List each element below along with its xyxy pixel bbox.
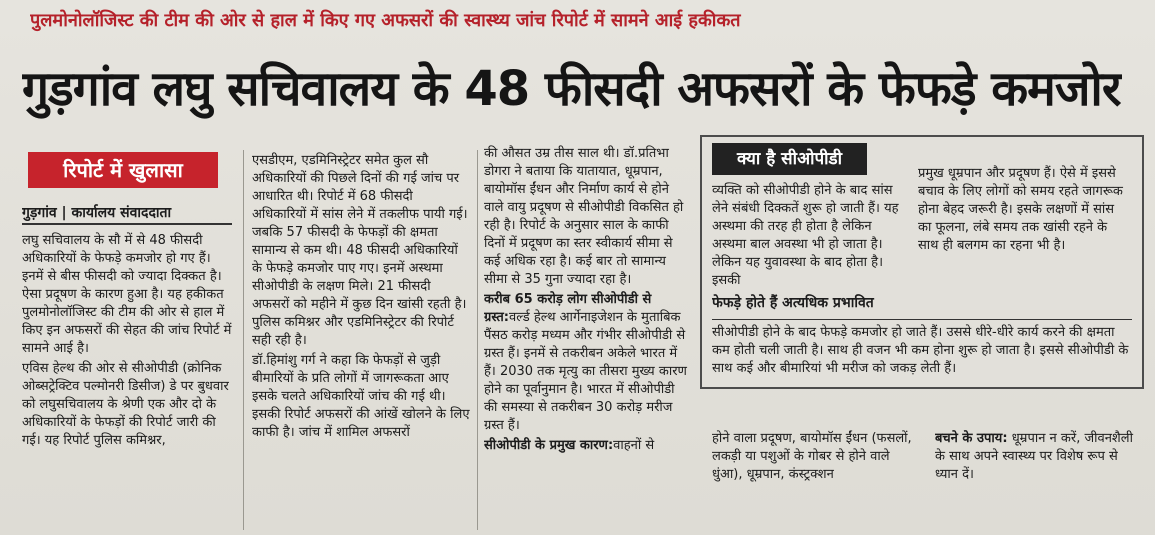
column-divider — [477, 150, 478, 530]
kicker-line: पुलमोनोलॉजिस्ट की टीम की ओर से हाल में किए गए अफसरों की स्वास्थ्य जांच रिपोर्ट में सामने आई हकीकत — [30, 10, 741, 31]
col3-subhead-2: सीओपीडी के प्रमुख कारण: — [484, 438, 614, 453]
column-3 — [484, 145, 689, 530]
box-subheading: फेफड़े होते हैं अत्यधिक प्रभावित — [712, 293, 1132, 320]
bottom-left-text: होने वाला प्रदूषण, बायोमॉस ईंधन (फसलों, लकड़ी या पशुओं के गोबर से होने वाले धुंआ), धूम्रपान, कंस्ट्रक्शन — [712, 431, 912, 482]
byline: गुड़गांव | कार्यालय संवाददाता — [22, 203, 232, 225]
col2-paragraph-2: डॉ.हिमांशु गर्ग ने कहा कि फेफड़ों से जुड़ी बीमारियों के प्रति लोगों में जागरूकता आए इसके चलते अधिकारियों जांच की गई थी। इसकी रिपोर्ट अफसरों की आंखें खोलने के लिए काफी है। जांच में शामिल अफसरों — [252, 353, 470, 440]
col3-paragraph-3-text: वाहनों से — [613, 438, 655, 453]
column-1 — [22, 232, 234, 527]
col3-subhead-1: करीब 65 करोड़ लोग सीओपीडी से ग्रस्त: — [484, 292, 652, 325]
column-divider — [243, 150, 244, 530]
box-left-text: व्यक्ति को सीओपीडी होने के बाद सांस लेने संबंधी दिक्कतें शुरू हो जाती हैं। यह अस्थमा की तरह ही होता है लेकिन अस्थमा बाल अवस्था भी हो जाता है। लेकिन यह युवावस्था के बाद होता है। इसकी — [712, 183, 899, 287]
headline: गुड़गांव लघु सचिवालय के 48 फीसदी अफसरों के फेफड़े कमजोर — [22, 61, 1121, 117]
col1-paragraph-1: लघु सचिवालय के सौ में से 48 फीसदी अधिकारियों के फेफड़े कमजोर हो गए हैं। इनमें से बीस फीसदी को ज्यादा दिक्कत है। ऐसा प्रदूषण के कारण हुआ है। यह हकीकत पुलमोनोलॉजिस्ट की टीम की ओर से हाल में किए इन अफसरों की सेहत की जांच रिपोर्ट में सामने आई है। — [22, 233, 232, 356]
box-title: क्या है सीओपीडी — [712, 143, 867, 175]
col3-paragraph-2-text: वर्ल्ड हेल्थ आर्गेनाइजेशन के मुताबिक पैंसठ करोड़ मध्यम और गंभीर सीओपीडी से ग्रस्त हैं। इनमें से तकरीबन अकेले भारत में हैं। 2030 तक मृत्यु का तीसरा मुख्य कारण होने का पूर्वानुमान है। भारत में सीओपीडी की समस्या से तकरीबन 30 करोड़ मरीज ग्रस्त हैं। — [484, 310, 687, 433]
box-sub-text: सीओपीडी होने के बाद फेफड़े कमजोर हो जाते हैं। उससे धीरे-धीरे कार्य करने की क्षमता कम होती चली जाती है। साथ ही वजन भी कम होना शुरू हो जाता है। इससे सीओपीडी के साथ कई और बीमारियां भी मरीज को जकड़ लेती हैं। — [712, 325, 1129, 376]
col1-paragraph-2: एविस हेल्थ की ओर से सीओपीडी (क्रोनिक ओब्सट्रेक्टिव पल्मोनरी डिसीज) डे पर बुधवार को लघुसचिवालय के श्रेणी एक और दो के अधिकारियों के फेफड़ों की रिपोर्ट जारी की गई। यह रिपोर्ट पुलिस कमिश्नर, — [22, 361, 229, 448]
col2-paragraph-1: एसडीएम, एडमिनिस्ट्रेटर समेत कुल सौ अधिकारियों की पिछले दिनों की गई जांच पर आधारित थी। रिपोर्ट में 68 फीसदी अधिकारियों में सांस लेने में तकलीफ पायी गई। जबकि 57 फीसदी के फेफड़ों की क्षमता सामान्य से कम थी। 48 फीसदी अधिकारियों के फेफड़े कमजोर पाए गए। इनमें अस्थमा सीओपीडी के लक्षण मिले। 21 फीसदी अफसरों को महीने में कुछ दिन खांसी रहती है। पुलिस कमिश्नर और एडमिनिस्ट्रेटर की रिपोर्ट सही रही है। — [252, 153, 468, 348]
box-right-text: प्रमुख धूम्रपान और प्रदूषण हैं। ऐसे में इससे बचाव के लिए लोगों को समय रहते जागरूक होना बेहद जरूरी है। इसके लक्षणों में सांस का फूलना, लंबे समय तक खांसी रहने के साथ ही बलगम का रहना भी है। — [918, 166, 1123, 253]
col3-paragraph-3 — [484, 437, 689, 455]
column-2 — [252, 152, 470, 527]
bottom-right-body: धूम्रपान न करें, जीवनशैली के साथ अपने स्वास्थ्य पर विशेष रूप से ध्यान दें। — [935, 431, 1133, 482]
report-badge: रिपोर्ट में खुलासा — [28, 152, 218, 188]
bottom-right-subhead: बचने के उपाय: — [935, 431, 1008, 446]
col3-paragraph-2 — [484, 291, 689, 435]
bottom-right-text — [935, 430, 1140, 502]
col3-paragraph-1: की औसत उम्र तीस साल थी। डॉ.प्रतिभा डोगरा ने बताया कि यातायात, धूम्रपान, बायोमॉस ईंधन और निर्माण कार्य से होने वाले वायु प्रदूषण से सीओपीडी विकसित हो रही है। रिपोर्ट के अनुसार साल के काफी दिनों में प्रदूषण का स्तर स्वीकार्य सीमा से कई अधिक रहा है। कई बार तो सामान्य सीमा से 35 गुना ज्यादा रहा है। — [484, 146, 684, 287]
